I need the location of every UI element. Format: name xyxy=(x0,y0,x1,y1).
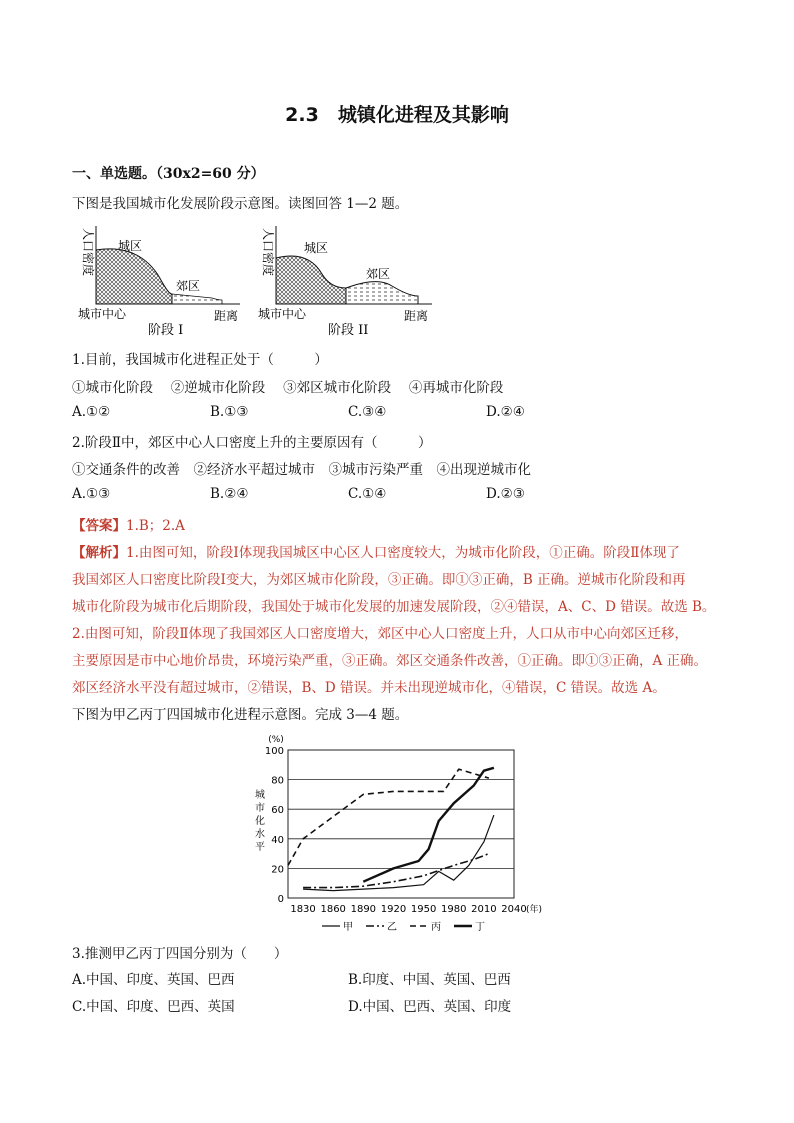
legend-label-丁: 丁 xyxy=(475,922,485,933)
series-line-甲 xyxy=(303,815,494,891)
y-tick-label-20: 20 xyxy=(271,864,284,876)
analysis-line-3: 城市化阶段为城市化后期阶段，我国处于城市化发展的加速发展阶段，②④错误，A、C、D 错误。故选 B。 xyxy=(72,599,716,615)
fig1-ylabel: 人口密度 xyxy=(81,228,95,277)
q2-items: ①交通条件的改善 ②经济水平超过城市 ③城市污染严重 ④出现逆城市化 xyxy=(72,462,531,478)
x-tick-label-2010: 2010 xyxy=(471,904,497,915)
fig1-ylabel-2: 人口密度 xyxy=(261,228,275,277)
analysis-text-1: 1.由图可知，阶段Ⅰ体现我国城区中心区人口密度较大，为城市化阶段，①正确。阶段Ⅱ体现了 xyxy=(126,545,680,561)
q3-option-d[interactable]: D.中国、巴西、英国、印度 xyxy=(348,999,512,1015)
fig1-xlabel-left-2: 城市中心 xyxy=(258,307,307,321)
chart-grid xyxy=(288,750,514,868)
fig1-xlabel-right-2: 距离 xyxy=(404,309,429,323)
q1-items: ①城市化阶段 ②逆城市化阶段 ③郊区城市化阶段 ④再城市化阶段 xyxy=(72,380,504,396)
legend-label-甲: 甲 xyxy=(343,922,353,933)
fig1-urban-label-2: 城区 xyxy=(304,241,329,255)
q1-stem: 1.目前，我国城市化进程正处于（ ） xyxy=(72,352,328,368)
stage-2-label: 阶段 II xyxy=(328,323,369,338)
stage-1-diagram xyxy=(78,226,240,338)
answer-text: 1.B；2.A xyxy=(126,518,185,534)
stage-1-label: 阶段 I xyxy=(148,323,184,338)
q2-option-d[interactable]: D.②③ xyxy=(486,486,525,502)
chart-axes xyxy=(255,735,542,915)
fig1-suburb-label-2: 郊区 xyxy=(366,267,391,281)
q3-stem: 3.推测甲乙丙丁四国分别为（ ） xyxy=(72,946,288,962)
y-tick-label-0: 0 xyxy=(277,894,284,905)
x-tick-label-1920: 1920 xyxy=(380,904,407,915)
analysis-line-2: 我国郊区人口密度比阶段Ⅰ变大，为郊区城市化阶段，③正确。即①③正确，B 正确。逆城市化阶段和再 xyxy=(72,572,686,588)
urbanization-line-chart xyxy=(250,728,550,938)
legend-label-乙: 乙 xyxy=(387,922,397,933)
chart-legend xyxy=(322,921,485,933)
intro-q3-4: 下图为甲乙丙丁四国城市化进程示意图。完成 3—4 题。 xyxy=(72,707,409,723)
section-heading: 一、单选题。（30x2=60 分） xyxy=(72,166,265,182)
answer-line xyxy=(72,514,185,534)
q2-option-b[interactable]: B.②④ xyxy=(210,486,249,502)
x-tick-label-1830: 1830 xyxy=(290,904,316,915)
q3-option-c[interactable]: C.中国、印度、巴西、英国 xyxy=(72,999,235,1015)
y-unit: (%) xyxy=(268,735,284,745)
x-tick-label-1980: 1980 xyxy=(441,904,467,915)
x-tick-label-1890: 1890 xyxy=(350,904,377,915)
legend-label-丙: 丙 xyxy=(431,922,441,933)
y-axis-label-char-3: 水 xyxy=(255,829,265,840)
page-title: 2.3 城镇化进程及其影响 xyxy=(285,104,509,126)
q2-option-a[interactable]: A.①③ xyxy=(72,486,111,502)
x-tick-label-1950: 1950 xyxy=(410,904,437,915)
y-tick-label-80: 80 xyxy=(271,775,284,787)
intro-q1-2: 下图是我国城市化发展阶段示意图。读图回答 1—2 题。 xyxy=(72,196,409,212)
analysis-line-5: 主要原因是市中心地价昂贵，环境污染严重，③正确。郊区交通条件改善，①正确。即①③正确，A 正确。 xyxy=(72,653,708,669)
q1-option-c[interactable]: C.③④ xyxy=(348,404,387,420)
y-tick-label-60: 60 xyxy=(271,805,284,817)
series-line-乙 xyxy=(303,854,489,888)
fig1-xlabel-left-1: 城市中心 xyxy=(78,307,127,321)
urbanization-stage-figure xyxy=(72,222,452,340)
y-tick-label-100: 100 xyxy=(264,746,284,757)
x-tick-label-1860: 1860 xyxy=(320,904,346,915)
chart-series xyxy=(288,768,494,891)
x-unit: (年) xyxy=(526,905,543,915)
fig1-urban-label-1: 城区 xyxy=(118,239,143,253)
series-line-丙 xyxy=(288,769,489,865)
fig1-xlabel-right-1: 距离 xyxy=(214,309,239,323)
q1-option-b[interactable]: B.①③ xyxy=(210,404,249,420)
y-axis-label-char-0: 城 xyxy=(255,790,265,801)
series-line-丁 xyxy=(363,768,494,882)
q3-option-a[interactable]: A.中国、印度、英国、巴西 xyxy=(72,972,235,988)
analysis-tag: 【解析】 xyxy=(72,545,126,561)
fig1-suburb-label-1: 郊区 xyxy=(176,279,201,293)
q1-option-d[interactable]: D.②④ xyxy=(486,404,525,420)
analysis-line-1 xyxy=(72,541,680,561)
x-tick-label-2040: 2040 xyxy=(501,904,527,915)
y-axis-label-char-1: 市 xyxy=(255,803,265,814)
q3-option-b[interactable]: B.印度、中国、英国、巴西 xyxy=(348,972,511,988)
q2-stem: 2.阶段Ⅱ中，郊区中心人口密度上升的主要原因有（ ） xyxy=(72,435,432,451)
y-axis-label-char-4: 平 xyxy=(255,842,265,853)
analysis-line-6: 郊区经济水平没有超过城市，②错误，B、D 错误。并未出现逆城市化，④错误，C 错误。故选 A。 xyxy=(72,680,666,696)
analysis-line-4: 2.由图可知，阶段Ⅱ体现了我国郊区人口密度增大，郊区中心人口密度上升，人口从市中心向郊区迁移， xyxy=(72,626,689,642)
y-axis-label-char-2: 化 xyxy=(255,816,265,827)
answer-tag: 【答案】 xyxy=(72,518,126,534)
y-tick-label-40: 40 xyxy=(271,834,284,846)
q2-option-c[interactable]: C.①④ xyxy=(348,486,387,502)
q1-option-a[interactable]: A.①② xyxy=(72,404,111,420)
stage-2-diagram xyxy=(258,226,432,338)
